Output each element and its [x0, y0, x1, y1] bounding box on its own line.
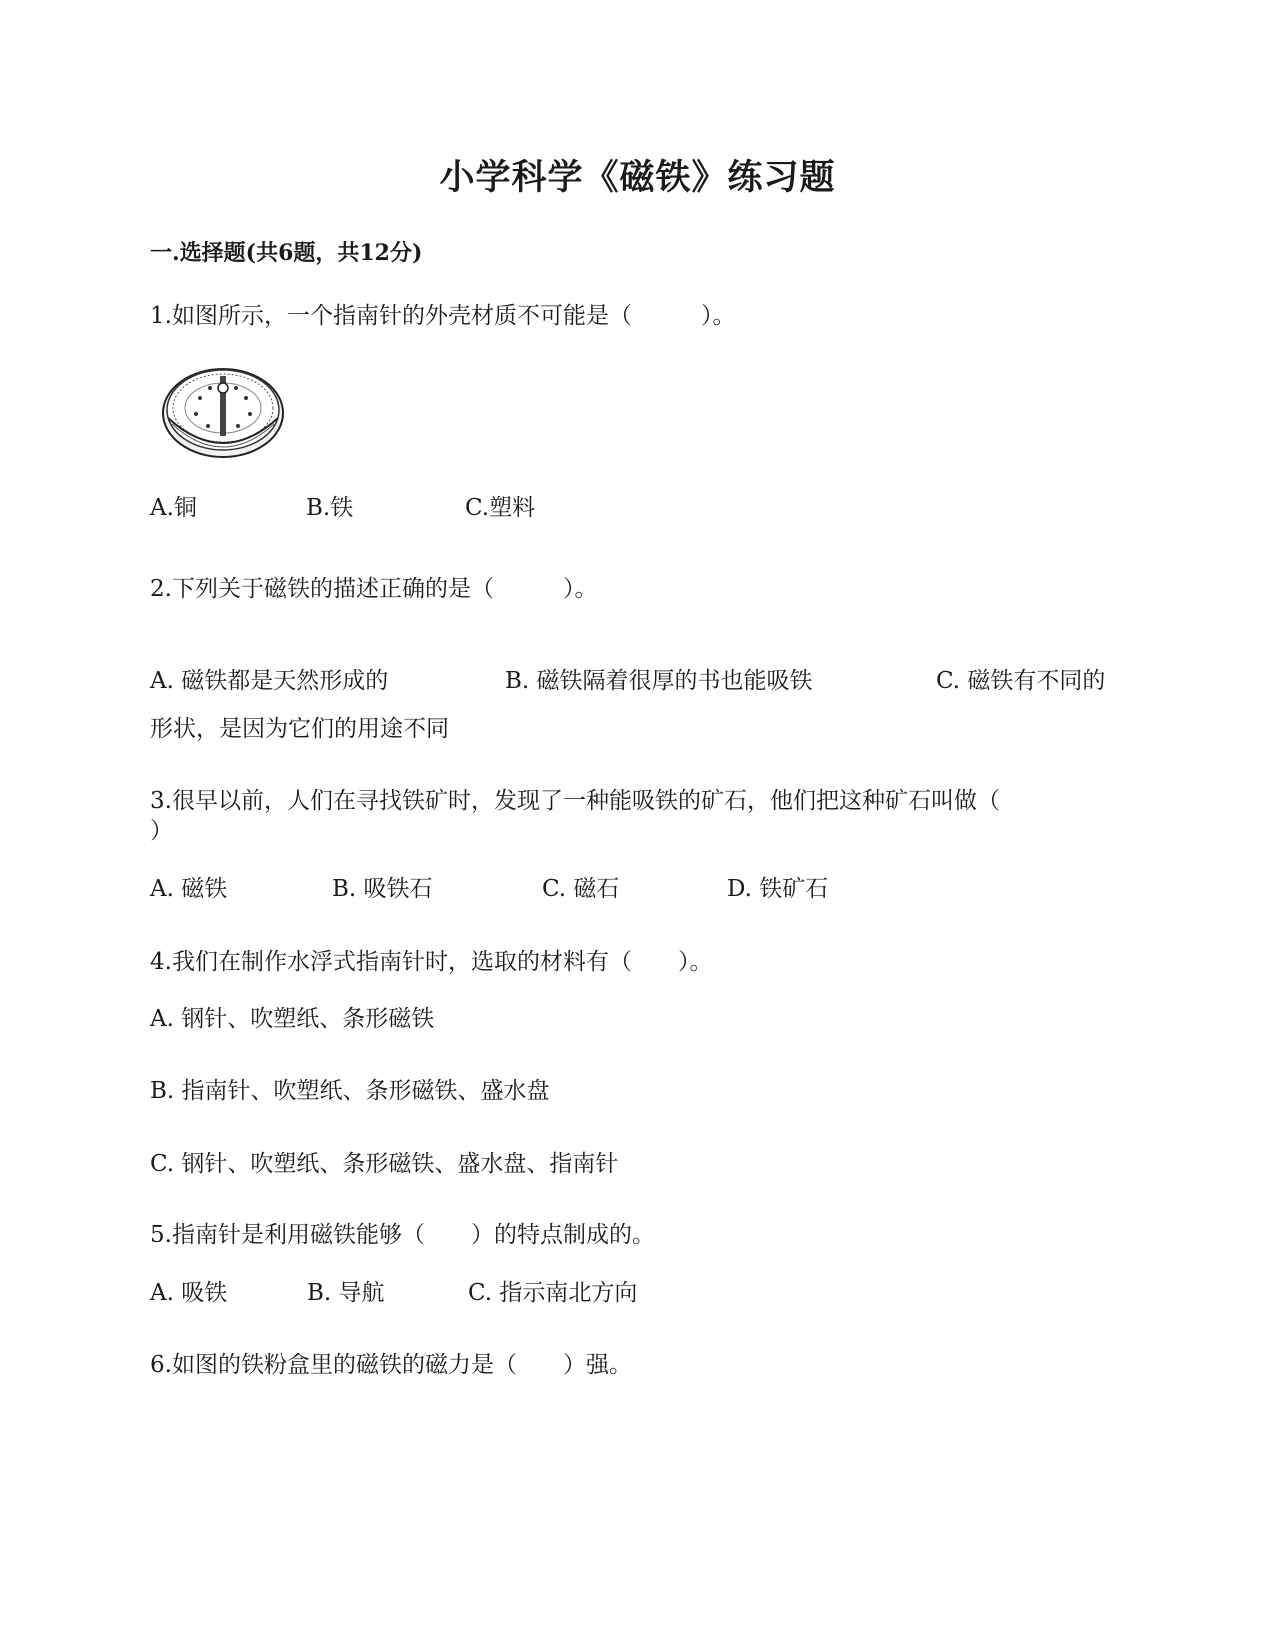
q2-option-b: B. 磁铁隔着很厚的书也能吸铁 — [505, 668, 813, 694]
q1-option-b: B.铁 — [306, 495, 354, 521]
question-4-text: 4.我们在制作水浮式指南针时，选取的材料有（ ）。 — [150, 949, 713, 975]
q3-option-b: B. 吸铁石 — [332, 876, 433, 902]
section-heading: 一.选择题(共6题，共12分) — [150, 240, 423, 266]
q3-option-c: C. 磁石 — [542, 876, 620, 902]
q4-option-b: B. 指南针、吹塑纸、条形磁铁、盛水盘 — [150, 1078, 550, 1104]
question-3-text-continuation: ） — [150, 818, 173, 844]
question-5-text: 5.指南针是利用磁铁能够（ ）的特点制成的。 — [150, 1222, 655, 1248]
compass-icon — [160, 358, 286, 464]
q5-option-a: A. 吸铁 — [150, 1280, 228, 1306]
question-1-text: 1.如图所示，一个指南针的外壳材质不可能是（ ）。 — [150, 303, 736, 329]
q4-option-a: A. 钢针、吹塑纸、条形磁铁 — [150, 1006, 435, 1032]
page-title: 小学科学《磁铁》练习题 — [439, 157, 836, 198]
q2-option-a: A. 磁铁都是天然形成的 — [150, 668, 389, 694]
q3-option-a: A. 磁铁 — [150, 876, 228, 902]
q5-option-c: C. 指示南北方向 — [468, 1280, 638, 1306]
q4-option-c: C. 钢针、吹塑纸、条形磁铁、盛水盘、指南针 — [150, 1151, 619, 1177]
question-2-text: 2.下列关于磁铁的描述正确的是（ ）。 — [150, 576, 598, 602]
q5-option-b: B. 导航 — [307, 1280, 385, 1306]
q2-option-c-continuation: 形状，是因为它们的用途不同 — [150, 716, 449, 742]
q3-option-d: D. 铁矿石 — [727, 876, 829, 902]
q1-option-c: C.塑料 — [465, 495, 536, 521]
q1-option-a: A.铜 — [150, 495, 197, 521]
question-3-text: 3.很早以前，人们在寻找铁矿时，发现了一种能吸铁的矿石，他们把这种矿石叫做（ — [150, 788, 1000, 814]
question-6-text: 6.如图的铁粉盒里的磁铁的磁力是（ ）强。 — [150, 1352, 632, 1378]
q2-option-c: C. 磁铁有不同的 — [936, 668, 1106, 694]
